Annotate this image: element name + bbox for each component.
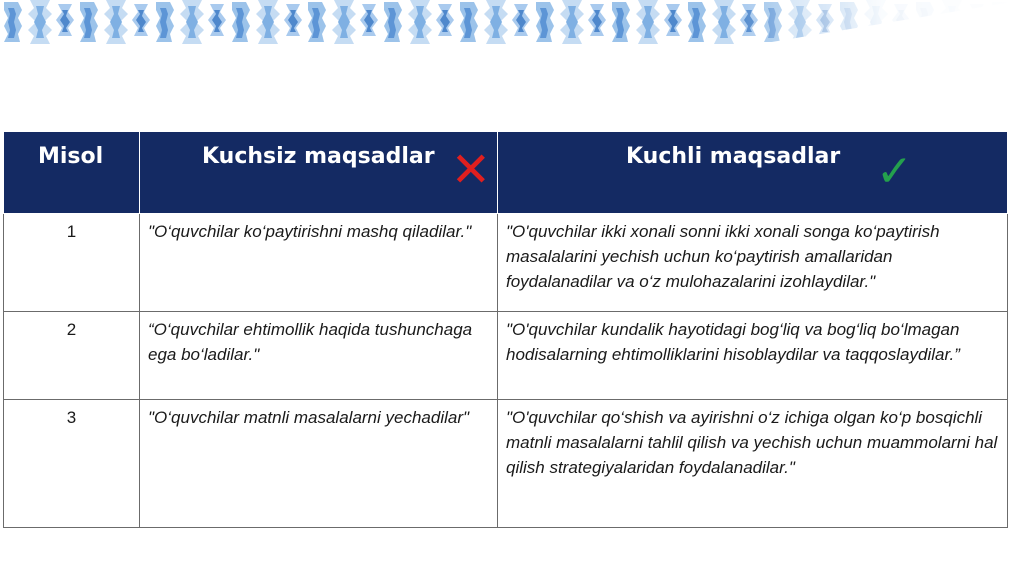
header-weak-label: Kuchsiz maqsadlar	[202, 144, 435, 169]
weak-goal-text: "O‘quvchilar matnli masalalarni yechadilar"	[140, 400, 498, 528]
row-number: 3	[4, 400, 140, 528]
row-number: 2	[4, 312, 140, 400]
table-row	[4, 312, 1008, 400]
header-strong-label: Kuchli maqsadlar	[626, 144, 841, 169]
check-icon: ✓	[876, 146, 913, 197]
table-row	[4, 400, 1008, 528]
header-example	[4, 132, 140, 214]
ikat-pattern-band	[0, 0, 1024, 44]
strong-goal-text: "O'quvchilar qo‘shish va ayirishni o‘z ichiga olgan ko‘p bosqichli matnli masalalarni tahlil qilish va yechish uchun muammolarni hal qilish strategiyalaridan foydalanadilar."	[498, 400, 1008, 528]
header-strong-goals	[498, 132, 1008, 214]
header-weak-goals	[140, 132, 498, 214]
table-header-row	[4, 132, 1008, 214]
row-number: 1	[4, 214, 140, 312]
header-example-label: Misol	[38, 144, 104, 169]
weak-goal-text: "O‘quvchilar ko‘paytirishni mashq qiladilar."	[140, 214, 498, 312]
strong-goal-text: "O'quvchilar ikki xonali sonni ikki xonali songa ko‘paytirish masalalarini yechish uchun ko‘paytirish amallaridan foydalanadilar va o‘z mulohazalarini izohlaydilar."	[498, 214, 1008, 312]
goals-table	[3, 131, 1008, 528]
cross-icon: ✕	[450, 142, 491, 198]
table-row	[4, 214, 1008, 312]
weak-goal-text: “O‘quvchilar ehtimollik haqida tushunchaga ega bo‘ladilar."	[140, 312, 498, 400]
strong-goal-text: "O'quvchilar kundalik hayotidagi bog‘liq va bog‘liq bo‘lmagan hodisalarning ehtimolliklarini hisoblaydilar va taqqoslaydilar.”	[498, 312, 1008, 400]
